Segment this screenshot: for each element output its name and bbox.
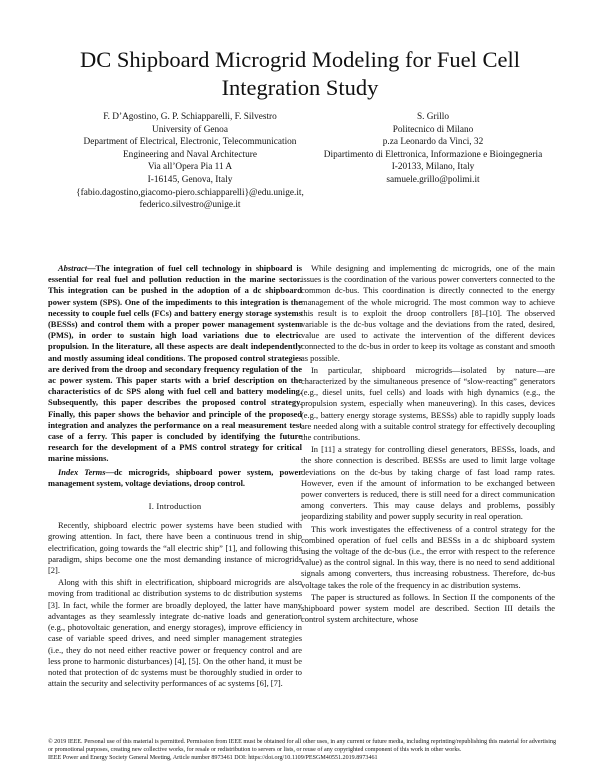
author-names: F. D’Agostino, G. P. Schiapparelli, F. Silvestro bbox=[103, 112, 277, 122]
paragraph: Along with this shift in electrification, shipboard microgrids are also moving from traditional ac distribution systems to dc distribution systems [3]. In fact, while the former are broadly deployed, the latter have many advantages as they seamlessly integrate dc-native loads and generation (e.g., photovoltaic generation, and energy storages), improve efficiency in case of variable speed drives, and need simpler management strategies (i.e., they do not need either reactive power or frequency control and are less prone to harmonic disturbances) [4], [5]. On the other hand, it must be noted that protection of dc systems must be thoroughly studied in order to attain the security and selectivity performances of ac systems [6], [7]. bbox=[48, 577, 302, 689]
abstract-label: Abstract bbox=[58, 263, 88, 273]
author-affiliation: Politecnico di Milano bbox=[392, 124, 474, 135]
index-terms-label: Index Terms bbox=[58, 466, 106, 477]
paragraph: While designing and implementing dc microgrids, one of the main issues is the coordination of the various power converters connected to the common dc-bus. This coordination is directly connected to the energy management of the whole microgrid. The most common way to achieve this result is to exploit the droop controllers [8]–[10]. The observed variable is the dc-bus voltage and the deviations from the rated, desired, value are used to activate the intervention of the different devices connected to the dc-bus in order to keep its voltage as constant and smooth as possible. bbox=[301, 263, 555, 363]
right-column bbox=[301, 263, 555, 626]
index-terms bbox=[48, 467, 302, 489]
copyright-footnote bbox=[48, 738, 558, 762]
author-names: S. Grillo bbox=[416, 112, 450, 122]
paragraph: Recently, shipboard electric power systems have been studied with growing attention. In fact, there have been a continuous trend in ship electrification, going towards the “all electric ship” [1], and following this paradigm, ships become one the most demanding instance of microgrids [2]. bbox=[48, 520, 302, 576]
abstract-text: —The integration of fuel cell technology in shipboard is essential for real fuel and pollution reduction in the marine sector. This integration can be pushed in the adoption of a dc shipboard power system (SPS). One of the impediments to this integration is the necessity to couple fuel cells (FCs) and battery energy storage systems (BESSs) and control them with a proper power management system (PMS), in order to sustain high load variations due to electric propulsion. In the literature, all these aspects are dealt independently and mostly assuming ideal conditions. The proposed control strategies are derived from the droop and secondary frequency regulation of the ac power system. This paper starts with a brief description on the characteristics of dc SPS along with fuel cell and battery modeling. Subsequently, this paper describes the proposed control strategy. Finally, this paper shows the behavior and principle of the proposed integration and analyzes the performance on a real measurement test case of a ferry. This paper is concluded by identifying the future research for the development of a PMS control strategy for critical marine missions. bbox=[48, 263, 302, 464]
index-terms-text: —dc microgrids, shipboard power system, power management system, voltage deviations, droop control. bbox=[48, 466, 302, 488]
author-department: Dipartimento di Elettronica, Informazione e Bioingegneria bbox=[323, 149, 543, 160]
title-line-1: DC Shipboard Microgrid Modeling for Fuel Cell bbox=[80, 47, 520, 72]
paragraph: In particular, shipboard microgrids—isolated by nature—are characterized by the simultaneous presence of “slow-reacting” generators (e.g., diesel units, fuel cells) and loads with high dynamics (e.g., the propulsion system, especially when maneuvering). In this cases, devices (e.g., battery energy storage systems, BESSs) able to rapidly supply loads are needed along with a suitable control strategy for effectively decoupling the contributions. bbox=[301, 364, 555, 443]
author-city: I-20133, Milano, Italy bbox=[391, 162, 475, 173]
author-department-cont: Engineering and Naval Architecture bbox=[123, 149, 257, 160]
author-block-right bbox=[318, 111, 548, 187]
author-city: I-16145, Genova, Italy bbox=[147, 174, 233, 185]
author-department: Department of Electrical, Electronic, Telecommunication bbox=[83, 137, 297, 148]
abstract bbox=[48, 263, 302, 465]
author-address: p.za Leonardo da Vinci, 32 bbox=[382, 137, 484, 148]
copyright-notice: © 2019 IEEE. Personal use of this material is permitted. Permission from IEEE must be obtained for all other uses, in any current or future media, including reprinting/republishing this material for advertising or promotional purposes, creating new collective works, for resale or redistribution to servers or lists, or reuse of any copyrighted component of this work in other works. bbox=[48, 739, 557, 753]
author-block-left bbox=[40, 111, 340, 212]
author-email: samuele.grillo@polimi.it bbox=[386, 174, 480, 185]
section-heading-introduction: I. Introduction bbox=[148, 501, 202, 512]
paper-title bbox=[0, 46, 600, 102]
author-affiliation: University of Genoa bbox=[152, 124, 228, 135]
paragraph: In [11] a strategy for controlling diesel generators, BESSs, loads, and the shore connection is described. BESSs are used to limit large voltage deviations on the dc-bus by taking charge of fast load ramp rates. However, even if the amount of information to be exchanged between power converters is reduced, there is still need for a direct communication among converters. This may cause delays and problems, possibly jeopardizing stability and power supply security in real operation. bbox=[301, 444, 555, 522]
paragraph: This work investigates the effectiveness of a control strategy for the combined operation of fuel cells and BESSs in a dc shipboard system using the voltage of the dc-bus (i.e., the error with respect to the reference value) as the control signal. In this way, there is no need to send additional signals among converters, thus increasing robustness. Therefore, dc-bus voltage takes the role of the frequency in ac distribution systems. bbox=[301, 523, 555, 590]
author-address: Via all’Opera Pia 11 A bbox=[147, 162, 233, 173]
left-column bbox=[48, 263, 302, 689]
author-email-cont: federico.silvestro@unige.it bbox=[139, 200, 241, 211]
paragraph: The paper is structured as follows. In Section II the components of the shipboard power system model are described. Section III details the control system architecture, whose bbox=[301, 591, 555, 625]
publication-info: IEEE Power and Energy Society General Meeting, Article number 8973461 DOI: https://doi.org/10.1109/PESGM40551.2019.8973461 bbox=[48, 755, 378, 761]
title-line-2: Integration Study bbox=[221, 75, 379, 100]
author-email: {fabio.dagostino,giacomo-piero.schiapparelli}@edu.unige.it, bbox=[76, 187, 304, 198]
